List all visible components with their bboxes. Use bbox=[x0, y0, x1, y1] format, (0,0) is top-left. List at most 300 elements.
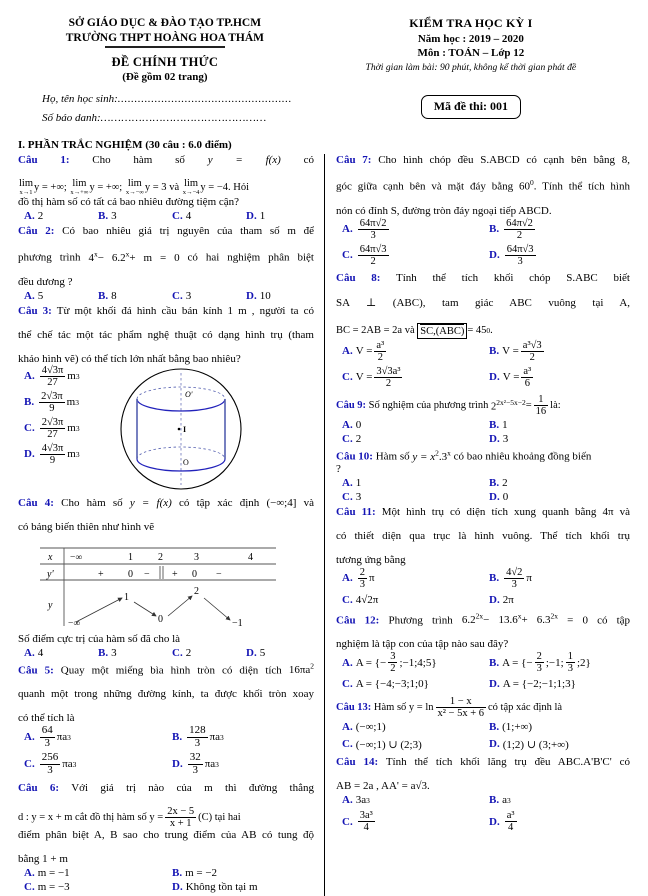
limit-1-sub: x→1 bbox=[19, 188, 33, 196]
school-year: Năm học : 2019 – 2020 bbox=[417, 33, 524, 45]
answer-value: 8 bbox=[111, 289, 117, 302]
question-3-body bbox=[18, 365, 314, 496]
q8-angle-bracket bbox=[417, 323, 467, 339]
question-10-number: Câu 10: bbox=[336, 450, 373, 463]
student-id-field[interactable] bbox=[42, 112, 312, 124]
question-10-line1 bbox=[336, 448, 630, 463]
answer-label: D. bbox=[489, 249, 500, 262]
answer-denominator: 3 bbox=[359, 578, 365, 590]
vt-y-val: 2 bbox=[194, 585, 199, 597]
q4-phrase-b: có tập xác định bbox=[179, 496, 260, 509]
q6-curve-label: (C) bbox=[198, 811, 213, 823]
answer-option[interactable] bbox=[483, 490, 630, 504]
question-11 bbox=[336, 506, 630, 610]
answer-option[interactable] bbox=[336, 244, 483, 267]
answer-label: C. bbox=[342, 249, 353, 262]
answer-label: A. bbox=[24, 289, 35, 302]
answer-numerator: 3√3a³ bbox=[376, 365, 401, 377]
answer-denominator: 2 bbox=[370, 255, 376, 267]
answer-denominator: 27 bbox=[47, 376, 58, 388]
question-3-line3: khảo hình vẽ) có thể tích lớn nhất bằng bao nhiêu? bbox=[18, 352, 241, 365]
question-8-answers bbox=[336, 340, 630, 392]
answer-numerator: 128 bbox=[189, 724, 206, 737]
answer-prefix: A = {− bbox=[355, 656, 387, 669]
answer-option[interactable] bbox=[336, 737, 483, 751]
answer-option[interactable] bbox=[18, 365, 113, 388]
answer-unit-exp: 3 bbox=[75, 423, 80, 433]
question-7-line1: Cho hình chóp đều S.ABCD có cạnh bên bằng 8, bbox=[378, 154, 631, 167]
answer-option[interactable] bbox=[483, 810, 630, 833]
right-column bbox=[324, 154, 630, 896]
answer-denominator: 3 bbox=[370, 229, 376, 241]
question-11-line3: tương ứng bằng bbox=[336, 553, 406, 566]
question-5-line2: quanh một trong những đường kính, ta được khối tròn xoay bbox=[18, 688, 314, 701]
answer-tail: π bbox=[526, 572, 532, 585]
question-10-answers bbox=[336, 476, 630, 504]
exam-meta-block bbox=[312, 12, 630, 83]
q4-domain: (−∞;4] bbox=[266, 496, 297, 509]
answer-value: 2 bbox=[37, 210, 44, 223]
answer-option[interactable] bbox=[18, 866, 166, 880]
question-7-answers bbox=[336, 218, 630, 270]
vt-row-x: x bbox=[48, 551, 53, 563]
answer-numerator: a³√3 bbox=[522, 339, 542, 351]
limit-2-value: y = +∞; bbox=[89, 181, 123, 193]
student-id-dots: ………………………………………… bbox=[100, 112, 267, 125]
answer-label: A. bbox=[342, 721, 353, 734]
vt-sign: − bbox=[144, 568, 150, 580]
answer-tail: πa bbox=[209, 731, 221, 744]
student-name-field[interactable] bbox=[42, 93, 312, 105]
answer-tail-exp: 3 bbox=[220, 732, 224, 742]
answer-option[interactable] bbox=[483, 366, 630, 389]
question-6-line4: bằng 1 + m bbox=[18, 852, 68, 865]
question-4-answers bbox=[18, 646, 314, 660]
answer-option[interactable] bbox=[336, 340, 483, 363]
question-1-answers bbox=[18, 209, 314, 223]
question-1-tail: . Hỏi bbox=[228, 181, 249, 193]
answer-option[interactable] bbox=[18, 417, 113, 440]
answer-label: D. bbox=[246, 210, 257, 223]
q9-base: 2 bbox=[491, 401, 497, 413]
answer-numerator: 64π√3 bbox=[506, 243, 534, 255]
answer-option[interactable] bbox=[166, 866, 314, 880]
answer-prefix: V = bbox=[355, 371, 373, 384]
question-4-prompt: Số điểm cực trị của hàm số đã cho là bbox=[18, 632, 181, 645]
answer-denominator: 6 bbox=[524, 377, 530, 389]
q8-cond-c: ABC bbox=[509, 296, 532, 309]
student-name-dots: .................................................... bbox=[117, 93, 292, 106]
question-13-line1 bbox=[336, 696, 630, 719]
question-7-number: Câu 7: bbox=[336, 154, 372, 167]
q2-term1: 4 bbox=[88, 251, 94, 264]
q2-phrase: phương trình bbox=[18, 251, 81, 264]
answer-label: D. bbox=[489, 593, 500, 606]
document-header bbox=[18, 12, 630, 83]
answer-value: Không tồn tại m bbox=[185, 880, 258, 893]
question-3 bbox=[18, 305, 314, 496]
q14-ab: AB = 2a , bbox=[336, 780, 379, 793]
answer-numerator: 64 bbox=[41, 724, 53, 737]
answer-value: 10 bbox=[259, 289, 271, 302]
subject-grade: Môn : TOÁN – Lớp 12 bbox=[417, 47, 525, 59]
answer-unit-exp: 3 bbox=[75, 371, 80, 381]
answer-prefix: V = bbox=[355, 345, 373, 358]
answer-option[interactable] bbox=[336, 218, 483, 241]
answer-option[interactable] bbox=[18, 289, 92, 303]
answer-option[interactable] bbox=[92, 209, 166, 223]
answer-value: 3a bbox=[355, 794, 367, 807]
question-2-number: Câu 2: bbox=[18, 225, 55, 238]
answer-tail-exp: 3 bbox=[72, 759, 77, 769]
two-column-body bbox=[18, 154, 630, 896]
answer-label: D. bbox=[489, 490, 500, 503]
answer-label: A. bbox=[342, 656, 353, 669]
question-6-number: Câu 6: bbox=[18, 781, 60, 794]
q12-t2: − 13.6 bbox=[483, 614, 518, 627]
answer-label: D. bbox=[489, 738, 500, 751]
answer-label: D. bbox=[489, 678, 500, 691]
question-7-line2 bbox=[336, 178, 630, 205]
answer-option[interactable] bbox=[18, 880, 166, 894]
q8-cond-b: giác bbox=[475, 296, 494, 309]
answer-option[interactable] bbox=[483, 432, 630, 446]
q6-phrase-b: tại hai bbox=[214, 811, 241, 823]
answer-option[interactable] bbox=[336, 432, 483, 446]
q2-phrase-b: có hai nghiệm phân biệt bbox=[187, 251, 314, 264]
answer-unit: m bbox=[67, 422, 76, 435]
answer-option[interactable] bbox=[166, 725, 314, 749]
answer-value: m = −1 bbox=[37, 866, 70, 879]
answer-label: A. bbox=[24, 731, 35, 744]
answer-label: C. bbox=[172, 289, 183, 302]
question-12 bbox=[336, 612, 630, 695]
answer-option[interactable] bbox=[336, 651, 483, 674]
answer-numerator: a³ bbox=[376, 339, 385, 351]
answer-option[interactable] bbox=[166, 209, 240, 223]
q5-area-exp: 2 bbox=[310, 661, 315, 671]
vt-y-val: −∞ bbox=[68, 618, 81, 629]
question-6-line3: điểm phân biệt A, B sao cho trung điểm của AB có tung độ bbox=[18, 828, 314, 841]
vt-row-yprime: y' bbox=[47, 568, 54, 580]
q10-fn-mult: .3 bbox=[438, 450, 448, 463]
answer-label: D. bbox=[489, 432, 500, 445]
question-13 bbox=[336, 696, 630, 754]
answer-suffix: ;−1;4;5} bbox=[399, 656, 437, 669]
section-heading: I. PHẦN TRẮC NGHIỆM (30 câu : 6.0 điểm) bbox=[18, 139, 232, 152]
q13-numerator: 1 − x bbox=[436, 696, 487, 708]
answer-label: C. bbox=[342, 815, 353, 828]
answer-label: A. bbox=[342, 418, 353, 431]
answer-label: B. bbox=[172, 731, 183, 744]
answer-tail-exp: 3 bbox=[67, 732, 71, 742]
q7-phrase-a: góc giữa cạnh bên và mặt đáy bằng 60 bbox=[336, 180, 530, 193]
answer-denominator: 4 bbox=[507, 822, 514, 834]
answer-label: B. bbox=[489, 418, 500, 431]
answer-label: C. bbox=[172, 210, 183, 223]
question-3-line2: thể chế tác một tác phẩm nghệ thuật có dạng hình trụ (tham bbox=[18, 328, 314, 341]
vt-row-y: y bbox=[48, 599, 53, 611]
q8-angle-value: = 45 bbox=[467, 325, 487, 337]
answer-denominator: 3 bbox=[44, 736, 50, 749]
answer-label: C. bbox=[342, 678, 353, 691]
limit-4-sub: x→−4 bbox=[182, 188, 200, 196]
question-10 bbox=[336, 448, 630, 504]
vt-x-val: 4 bbox=[248, 551, 253, 563]
vt-y-val: 0 bbox=[158, 613, 163, 625]
answer-numerator-2: 1 bbox=[567, 651, 573, 663]
answer-option[interactable] bbox=[483, 793, 630, 807]
q9-numerator: 1 bbox=[534, 394, 549, 406]
limit-3-value: y = 3 bbox=[144, 181, 167, 193]
vt-sign: 0 bbox=[128, 568, 133, 580]
duration-note: Thời gian làm bài: 90 phút, không kể thời gian phát đề bbox=[365, 62, 577, 73]
answer-option[interactable] bbox=[18, 646, 92, 660]
department-line: SỞ GIÁO DỤC & ĐÀO TẠO TP.HCM bbox=[68, 17, 262, 29]
figure-label-center: I bbox=[183, 424, 187, 434]
answer-option[interactable] bbox=[92, 289, 166, 303]
answer-denominator: 9 bbox=[49, 454, 56, 466]
question-8-line2 bbox=[336, 296, 630, 321]
answer-label: B. bbox=[489, 721, 500, 734]
q2-term2-exp: x bbox=[125, 249, 130, 259]
answer-prefix: V = bbox=[502, 371, 520, 384]
q12-t3-exp: 2x bbox=[550, 611, 559, 621]
answer-denominator: 2 bbox=[529, 351, 535, 363]
answer-option[interactable] bbox=[336, 490, 483, 504]
answer-option[interactable] bbox=[18, 752, 166, 776]
q13-tail: có tập xác định là bbox=[488, 702, 563, 714]
q10-phrase: Hàm số bbox=[375, 450, 410, 463]
question-9-answers bbox=[336, 418, 630, 446]
q5-area-value: 16πa bbox=[288, 664, 311, 677]
answer-option[interactable] bbox=[240, 289, 314, 303]
answer-label: A. bbox=[342, 476, 353, 489]
question-9-number: Câu 9: bbox=[336, 399, 367, 411]
answer-value: 2 bbox=[502, 476, 508, 489]
answer-option[interactable] bbox=[483, 340, 630, 363]
answer-numerator: a³ bbox=[506, 810, 515, 822]
answer-numerator: 4√3π bbox=[41, 442, 64, 454]
answer-option[interactable] bbox=[336, 567, 483, 590]
question-7 bbox=[336, 154, 630, 270]
answer-suffix: ;2} bbox=[576, 656, 591, 669]
answer-label: A. bbox=[24, 370, 35, 383]
vt-x-val: 3 bbox=[194, 551, 199, 563]
answer-value: 3 bbox=[111, 646, 117, 659]
question-1-line3: đồ thị hàm số có tất cả bao nhiêu đường tiệm cận? bbox=[18, 196, 240, 209]
question-14 bbox=[336, 756, 630, 836]
q4-phrase-c: và bbox=[303, 496, 314, 509]
q8-cond-d: vuông bbox=[548, 296, 576, 309]
answer-option[interactable] bbox=[483, 737, 630, 751]
answer-value: 2π bbox=[502, 593, 514, 606]
q12-phrase: Phương trình bbox=[388, 614, 453, 627]
answer-numerator: 2 bbox=[536, 651, 542, 663]
q5-phrase: Quay một miếng bìa hình tròn có diện tích bbox=[60, 664, 282, 677]
limit-3-op: lim bbox=[127, 178, 142, 190]
student-name-label: Họ, tên học sinh: bbox=[42, 93, 118, 106]
q12-t3: + 6.3 bbox=[521, 614, 551, 627]
answer-option[interactable] bbox=[166, 880, 314, 894]
limit-conjunction: và bbox=[169, 181, 180, 193]
answer-numerator: 64π√3 bbox=[359, 243, 387, 255]
answer-value: 4 bbox=[37, 646, 44, 659]
answer-option[interactable] bbox=[166, 289, 240, 303]
answer-option[interactable] bbox=[336, 476, 483, 490]
answer-denominator: 9 bbox=[49, 402, 55, 414]
q8-angle: SC,(ABC) bbox=[420, 325, 465, 337]
q13-denominator: x² − 5x + 6 bbox=[437, 708, 485, 720]
answer-value: 3 bbox=[111, 210, 117, 223]
q2-term2: − 6.2 bbox=[97, 251, 126, 264]
question-11-answers bbox=[336, 567, 630, 610]
figure-label-top: O' bbox=[185, 389, 193, 399]
answer-option[interactable] bbox=[336, 677, 483, 691]
answer-label: B. bbox=[489, 794, 500, 807]
q12-t1-exp: 2x bbox=[475, 611, 484, 621]
question-11-number: Câu 11: bbox=[336, 505, 376, 518]
student-id-label: Số báo danh: bbox=[42, 112, 101, 125]
answer-numerator: 64π√2 bbox=[359, 217, 387, 229]
answer-value: 3 bbox=[502, 432, 509, 445]
q4-function: y = f(x) bbox=[129, 496, 172, 509]
question-4 bbox=[18, 497, 314, 660]
answer-value: 4 bbox=[185, 210, 192, 223]
answer-option[interactable] bbox=[483, 593, 630, 607]
answer-denominator: 3 bbox=[536, 663, 542, 675]
question-2 bbox=[18, 225, 314, 303]
school-block bbox=[18, 12, 312, 83]
answer-denominator: 2 bbox=[385, 377, 392, 389]
answer-denominator: 3 bbox=[47, 763, 53, 776]
answer-numerator: 64π√2 bbox=[506, 217, 533, 229]
limit-3-sub: x→−∞ bbox=[125, 188, 144, 196]
question-3-number: Câu 3: bbox=[18, 304, 52, 317]
answer-value: (1;+∞) bbox=[502, 721, 533, 734]
answer-tail: πa bbox=[204, 758, 216, 771]
answer-option[interactable] bbox=[336, 593, 483, 607]
q9-equals: = bbox=[525, 399, 532, 411]
answer-option[interactable] bbox=[483, 567, 630, 590]
student-fields bbox=[18, 93, 312, 131]
answer-label: C. bbox=[342, 738, 353, 751]
vt-sign: + bbox=[98, 568, 104, 580]
question-5-answers bbox=[18, 725, 314, 779]
vt-x-val: 1 bbox=[128, 551, 133, 563]
answer-option[interactable] bbox=[240, 646, 314, 660]
answer-option[interactable] bbox=[336, 418, 483, 432]
answer-label: B. bbox=[98, 210, 109, 223]
answer-label: B. bbox=[489, 572, 500, 585]
question-4-number: Câu 4: bbox=[18, 496, 54, 509]
official-label: ĐỀ CHÍNH THỨC bbox=[111, 55, 219, 70]
answer-value: (−∞;1) bbox=[355, 721, 386, 734]
answer-unit: m bbox=[66, 396, 76, 409]
vt-y-val: −1 bbox=[232, 617, 243, 629]
answer-option[interactable] bbox=[240, 209, 314, 223]
student-info-row bbox=[18, 93, 630, 131]
question-6-line1: Với giá trị nào của m thì đường thẳng bbox=[71, 781, 314, 794]
q10-sup1: 2 bbox=[435, 447, 439, 457]
answer-tail-exp: 3 bbox=[215, 759, 219, 769]
question-2-line2 bbox=[18, 249, 314, 276]
answer-option[interactable] bbox=[483, 720, 630, 734]
question-5-line3: có thể tích là bbox=[18, 712, 75, 725]
answer-option[interactable] bbox=[483, 651, 630, 674]
answer-label: C. bbox=[172, 646, 183, 659]
answer-option[interactable] bbox=[336, 720, 483, 734]
answer-unit: m bbox=[67, 370, 76, 383]
answer-label: A. bbox=[24, 210, 35, 223]
exam-code-box bbox=[421, 95, 521, 119]
vt-y-val: 1 bbox=[124, 591, 129, 603]
q13-ln: y = ln bbox=[408, 702, 434, 714]
q8-angle-degree: 0 bbox=[486, 326, 491, 336]
q8-period: . bbox=[490, 325, 493, 337]
answer-unit-exp: 3 bbox=[75, 449, 80, 459]
answer-option[interactable] bbox=[92, 646, 166, 660]
question-6-line2 bbox=[18, 806, 314, 829]
answer-value: 1 bbox=[502, 418, 508, 431]
answer-option[interactable] bbox=[18, 209, 92, 223]
answer-denominator: 27 bbox=[47, 428, 58, 440]
answer-option[interactable] bbox=[336, 810, 483, 833]
question-6 bbox=[18, 782, 314, 894]
answer-label: C. bbox=[342, 490, 353, 503]
answer-label: B. bbox=[489, 656, 500, 669]
q9-exponent: 2x²−5x−2 bbox=[496, 398, 526, 408]
answer-numerator: 256 bbox=[41, 751, 59, 764]
answer-option[interactable] bbox=[336, 793, 483, 807]
answer-numerator: 3 bbox=[390, 651, 396, 663]
answer-tail: π bbox=[368, 572, 375, 585]
answer-label: A. bbox=[24, 866, 35, 879]
answer-option[interactable] bbox=[336, 366, 483, 389]
question-1-limits bbox=[18, 179, 314, 196]
answer-label: B. bbox=[489, 476, 500, 489]
answer-label: C. bbox=[24, 758, 35, 771]
limit-4-op: lim bbox=[184, 178, 199, 190]
answer-option[interactable] bbox=[18, 391, 113, 414]
answer-option[interactable] bbox=[483, 218, 630, 241]
q5-area bbox=[288, 661, 315, 677]
question-7-line3: nón có đỉnh S, đường tròn đáy ngoại tiếp ABCD. bbox=[336, 204, 552, 217]
q8-cond-e: tại bbox=[592, 296, 604, 309]
answer-option[interactable] bbox=[483, 418, 630, 432]
q6-denominator: x + 1 bbox=[169, 817, 192, 829]
answer-option[interactable] bbox=[483, 677, 630, 691]
answer-option[interactable] bbox=[166, 646, 240, 660]
answer-option[interactable] bbox=[18, 443, 113, 466]
answer-label: C. bbox=[24, 422, 35, 435]
answer-option[interactable] bbox=[483, 476, 630, 490]
answer-option[interactable] bbox=[166, 752, 314, 776]
exam-code-area bbox=[312, 93, 630, 131]
answer-numerator: a³ bbox=[523, 365, 532, 377]
answer-value: 1 bbox=[355, 476, 362, 489]
answer-value: m = −3 bbox=[37, 880, 70, 893]
answer-value: 5 bbox=[37, 289, 44, 302]
answer-value: 3 bbox=[185, 289, 192, 302]
answer-denominator: 3 bbox=[194, 736, 201, 749]
answer-option[interactable] bbox=[18, 725, 166, 749]
answer-mid: ;−1; bbox=[545, 656, 564, 669]
answer-option[interactable] bbox=[483, 244, 630, 267]
question-13-answers bbox=[336, 720, 630, 754]
vt-x-val: −∞ bbox=[70, 552, 83, 563]
q10-fn-base: y = x bbox=[412, 450, 436, 463]
